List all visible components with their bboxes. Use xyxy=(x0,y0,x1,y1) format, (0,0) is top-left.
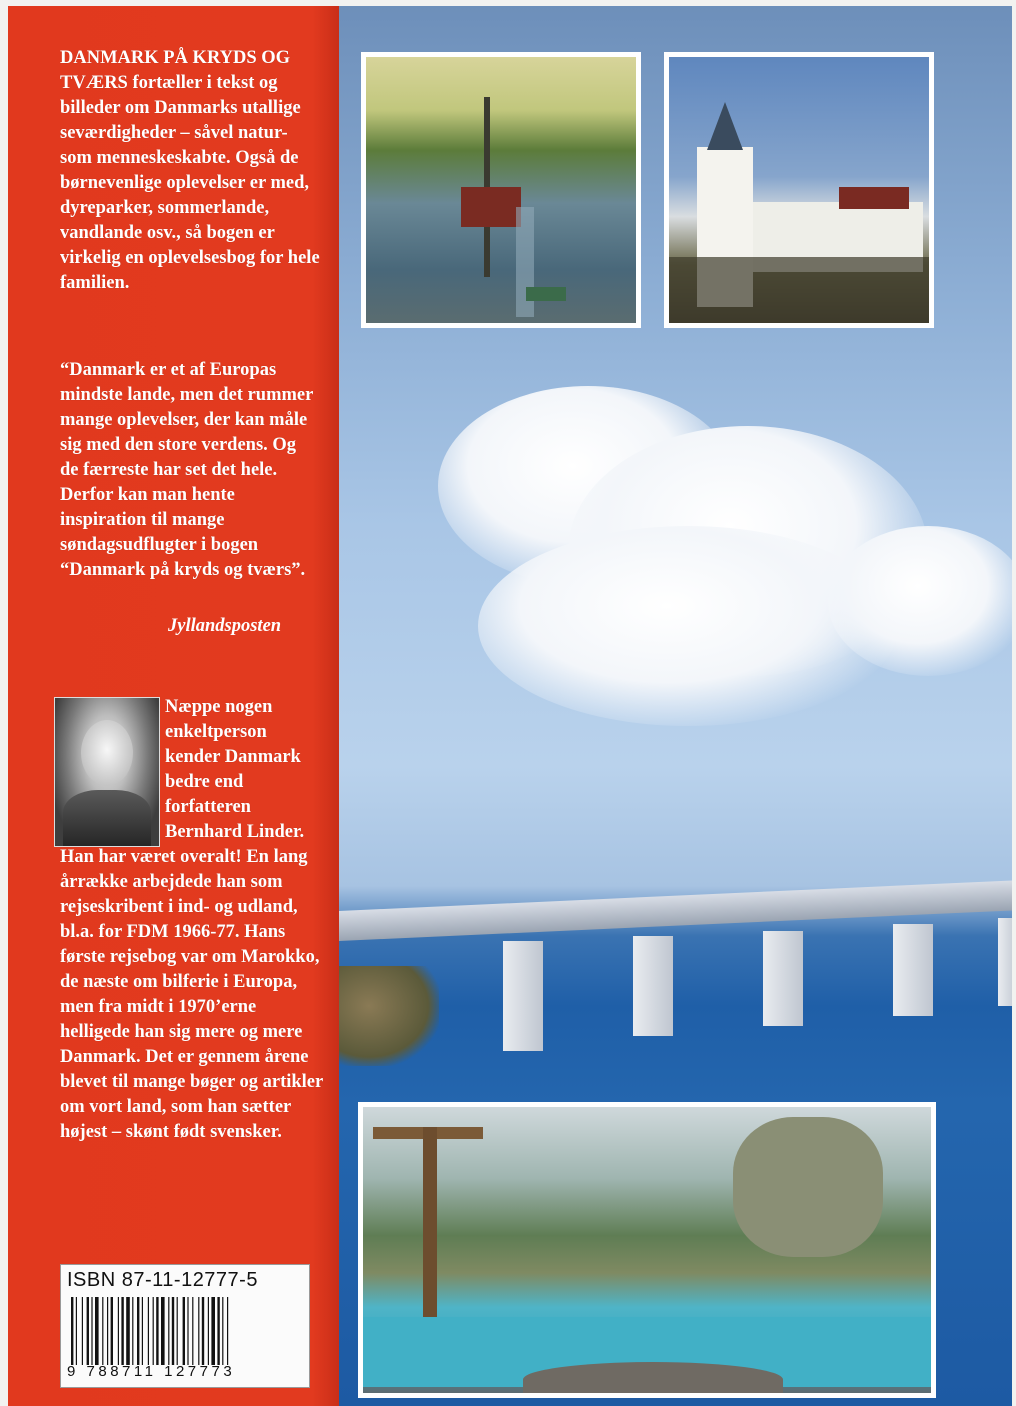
author-photo xyxy=(54,697,160,847)
church-photo xyxy=(664,52,934,328)
harbour-photo xyxy=(361,52,641,328)
bridge-pillar xyxy=(503,941,543,1051)
review-quote: “Danmark er et af Europas mindste lande, men det rummer mange oplevelser, der kan måle sig med den store verdens. Og de færreste har set det hele. Derfor kan man hente inspiration til mange søndagsudflugter i bogen “Danmark på kryds og tværs”. xyxy=(60,360,313,580)
author-face xyxy=(81,720,133,786)
author-coat xyxy=(63,790,151,846)
waterpark-photo xyxy=(358,1102,936,1398)
barcode-image xyxy=(71,1297,301,1365)
coast-hill-image xyxy=(339,966,439,1066)
intro-blurb-text: fortæller i tekst og billeder om Danmarks utallige seværdigheder – såvel natur- som menneskeskabte. Også de børnevenlige oplevelser er med, dyreparker, sommerlande, vandlande osv., så bogen er virkelig en oplevelsesbog for hele familien. xyxy=(60,73,320,293)
bridge-pillar xyxy=(633,936,673,1036)
author-bio-top: Næppe nogen enkeltperson kender Danmark bedre end forfatteren Bernhard Linder. xyxy=(165,697,305,842)
isbn-barcode-box xyxy=(60,1264,310,1388)
bridge-pillar xyxy=(998,918,1012,1006)
barcode-number: 9 788711 127773 xyxy=(67,1363,236,1380)
book-back-cover xyxy=(8,6,1012,1406)
intro-blurb xyxy=(60,46,322,296)
isbn-label: ISBN 87-11-12777-5 xyxy=(67,1269,258,1291)
book-title-inline: DANMARK PÅ KRYDS OG TVÆRS xyxy=(60,48,291,93)
bridge-pillar xyxy=(763,931,803,1026)
author-bio: Han har været overalt! En lang årrække arbejdede han som rejseskribent i ind- og udland, bl.a. for FDM 1966-77. Hans første rejsebog var om Marokko, de næste om bilferie i Europa, men fra midt i 1970’erne helligede han sig mere og mere Danmark. Det er gennem årene blevet til mange bøger og artikler om vort land, som han sætter højest – skønt født svensker. xyxy=(60,847,323,1142)
bridge-pillar xyxy=(893,924,933,1016)
quote-source: Jyllandsposten xyxy=(168,616,282,636)
cloud-image xyxy=(828,526,1012,676)
